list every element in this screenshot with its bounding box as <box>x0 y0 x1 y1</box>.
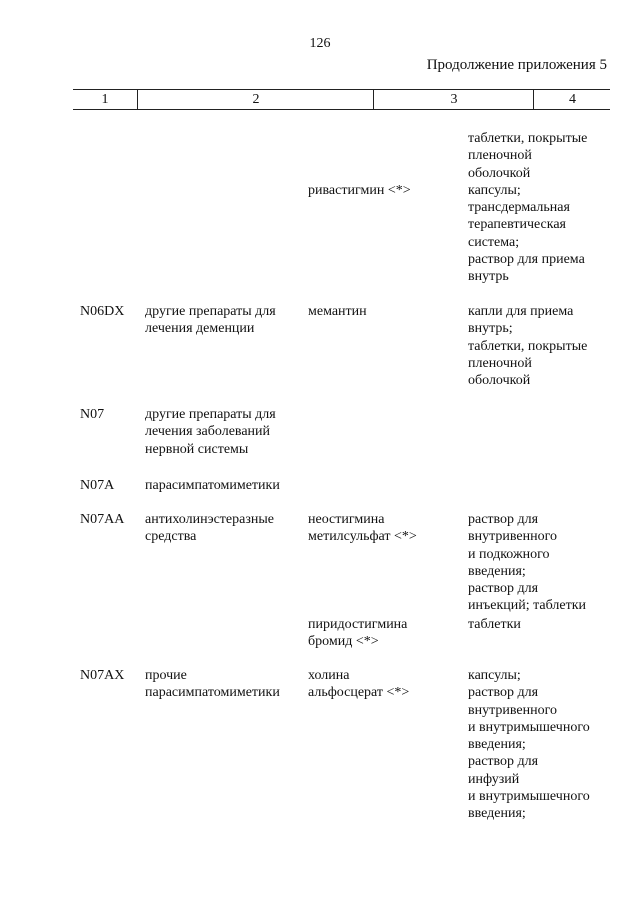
header-col-4: 4 <box>533 90 611 109</box>
table-cell-forms: капсулы; раствор для внутривенного и внутримышечного введения; раствор для инфузий и внутримышечного введения; <box>468 668 590 822</box>
table-cell-drug: холина альфосцерат <*> <box>308 668 410 701</box>
table-cell-forms: капли для приема внутрь; таблетки, покрытые пленочной оболочкой <box>468 304 588 389</box>
table-cell-code: N07A <box>80 478 115 493</box>
table-cell-drug: неостигмина метилсульфат <*> <box>308 512 417 545</box>
header-col-3: 3 <box>373 90 534 109</box>
table-cell-forms: таблетки, покрытые пленочной оболочкой капсулы; трансдермальная терапевтическая система; раствор для приема внутрь <box>468 131 588 285</box>
table-cell-name: парасимпатомиметики <box>145 478 280 493</box>
table-cell-drug: ривастигмин <*> <box>308 183 411 198</box>
table-cell-forms: таблетки <box>468 617 521 632</box>
table-cell-name: прочие парасимпатомиметики <box>145 668 280 701</box>
table-cell-name: другие препараты для лечения деменции <box>145 304 276 337</box>
table-cell-name: антихолинэстеразные средства <box>145 512 274 545</box>
table-cell-drug: пиридостигмина бромид <*> <box>308 617 408 650</box>
table-cell-code: N07AA <box>80 512 125 527</box>
page-number: 126 <box>309 36 331 51</box>
table-cell-code: N06DX <box>80 304 125 319</box>
table-cell-name: другие препараты для лечения заболеваний нервной системы <box>145 407 276 457</box>
header-col-1: 1 <box>101 92 109 107</box>
table-cell-code: N07AX <box>80 668 125 683</box>
table-cell-code: N07 <box>80 407 105 422</box>
header-col-2: 2 <box>137 90 374 109</box>
table-header <box>73 89 610 110</box>
table-cell-drug: мемантин <box>308 304 367 319</box>
table-cell-forms: раствор для внутривенного и подкожного введения; раствор для инъекций; таблетки <box>468 512 586 614</box>
continuation-label: Продолжение приложения 5 <box>426 57 607 73</box>
